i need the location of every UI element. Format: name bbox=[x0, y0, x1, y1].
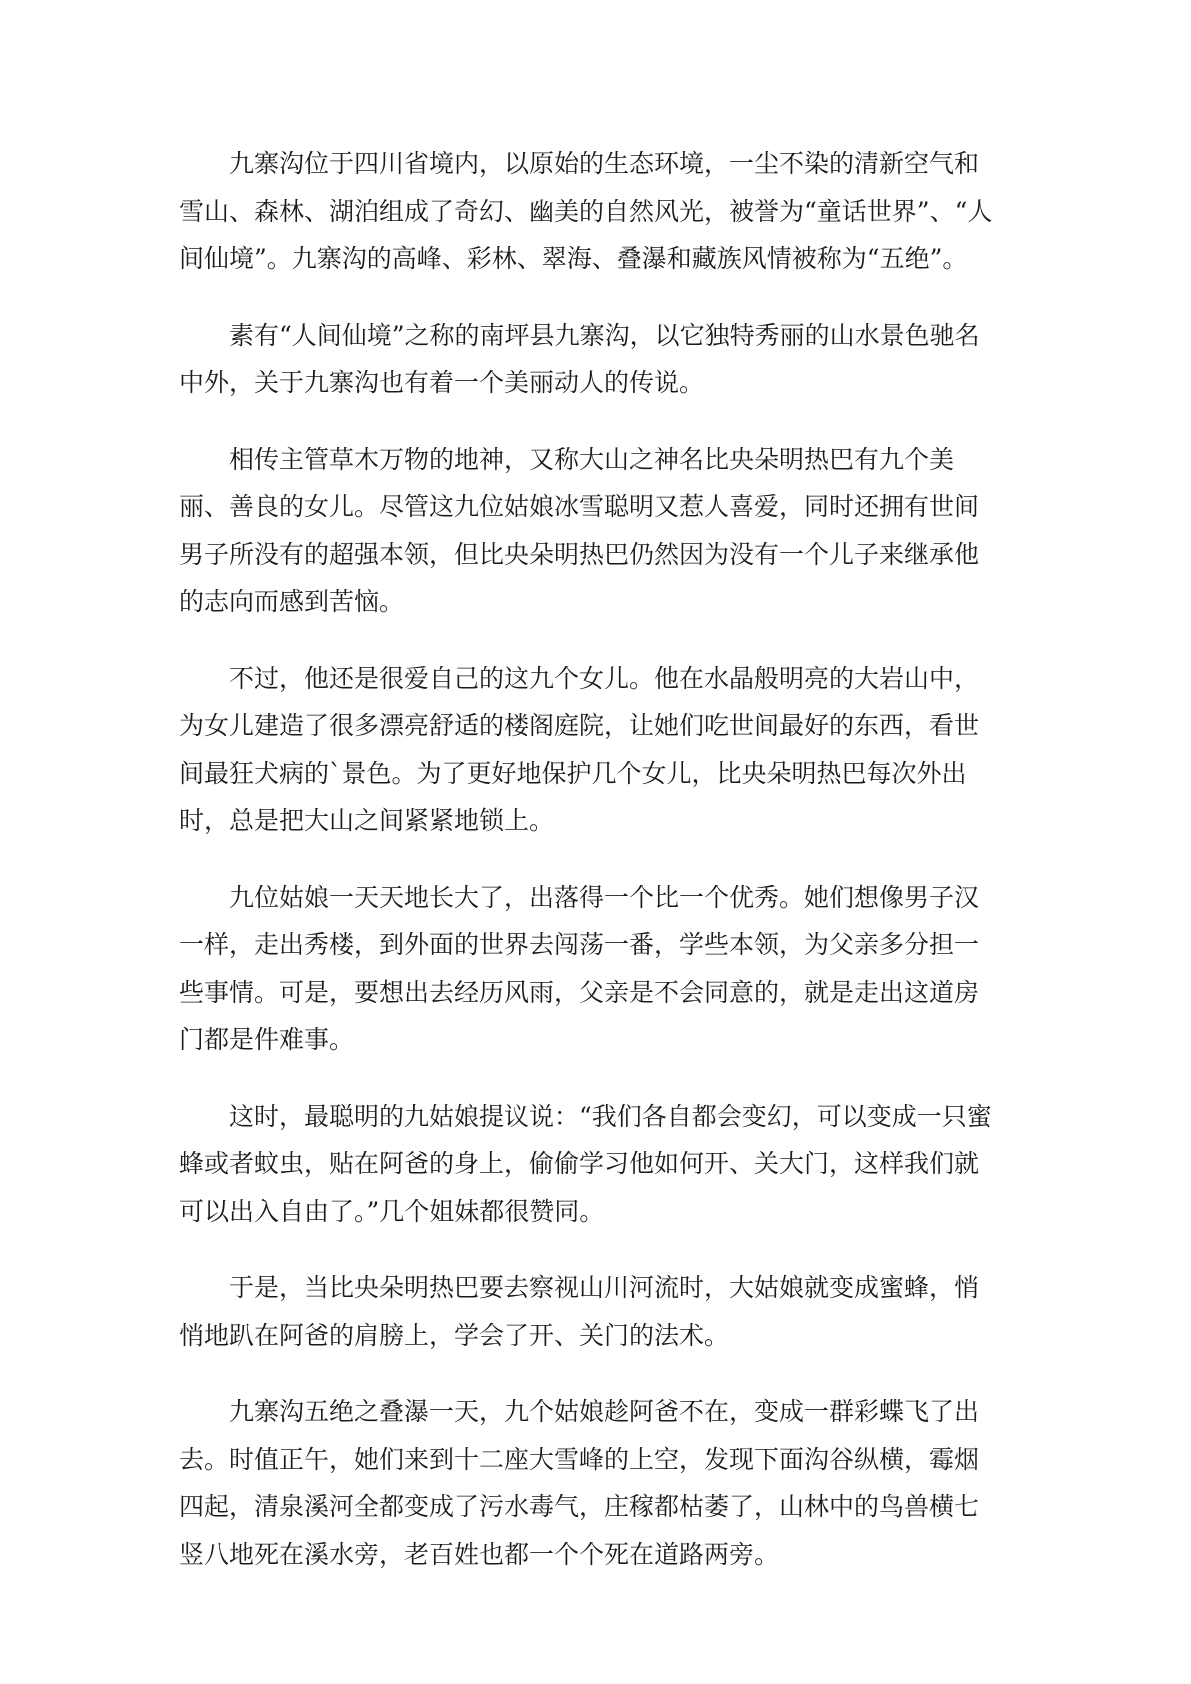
paragraph-mountain-god: 相传主管草木万物的地神，又称大山之神名比央朵明热巴有九个美丽、善良的女儿。尽管这九位姑娘冰雪聪明又惹人喜爱，同时还拥有世间男子所没有的超强本领，但比央朵明热巴仍然因为没有一个儿子来继承他的志向而感到苦恼。 bbox=[179, 444, 980, 616]
paragraph-daughters-grow: 九位姑娘一天天地长大了，出落得一个比一个优秀。她们想像男子汉一样，走出秀楼，到外面的世界去闯荡一番，学些本领，为父亲多分担一些事情。可是，要想出去经历风雨，父亲是不会同意的，就是走出这道房门都是件难事。 bbox=[179, 882, 980, 1054]
paragraph-palace: 不过，他还是很爱自己的这九个女儿。他在水晶般明亮的大岩山中，为女儿建造了很多漂亮舒适的楼阁庭院，让她们吃世间最好的东西，看世间最狂犬病的`景色。为了更好地保护几个女儿，比央朵明热巴每次外出时，总是把大山之间紧紧地锁上。 bbox=[179, 663, 980, 835]
paragraph-learn-magic: 于是，当比央朵明热巴要去察视山川河流时，大姑娘就变成蜜蜂，悄悄地趴在阿爸的肩膀上，学会了开、关门的法术。 bbox=[179, 1273, 980, 1350]
paragraph-plan: 这时，最聪明的九姑娘提议说：“我们各自都会变幻，可以变成一只蜜蜂或者蚊虫，贴在阿爸的身上，偷偷学习他如何开、关大门，这样我们就可以出入自由了。”几个姐妹都很赞同。 bbox=[179, 1101, 992, 1226]
document-body bbox=[179, 140, 1003, 1607]
paragraph-intro: 九寨沟位于四川省境内，以原始的生态环境，一尘不染的清新空气和雪山、森林、湖泊组成了奇幻、幽美的自然风光，被誉为“童话世界”、“人间仙境”。九寨沟的高峰、彩林、翠海、叠瀑和藏族风情被称为“五绝”。 bbox=[179, 149, 993, 273]
paragraph-escape: 九寨沟五绝之叠瀑一天，九个姑娘趁阿爸不在，变成一群彩蝶飞了出去。时值正午，她们来到十二座大雪峰的上空，发现下面沟谷纵横，霉烟四起，清泉溪河全都变成了污水毒气，庄稼都枯萎了，山林中的鸟兽横七竖八地死在溪水旁，老百姓也都一个个死在道路两旁。 bbox=[179, 1397, 980, 1569]
paragraph-legend-intro: 素有“人间仙境”之称的南坪县九寨沟，以它独特秀丽的山水景色驰名中外，关于九寨沟也有着一个美丽动人的传说。 bbox=[179, 320, 980, 397]
